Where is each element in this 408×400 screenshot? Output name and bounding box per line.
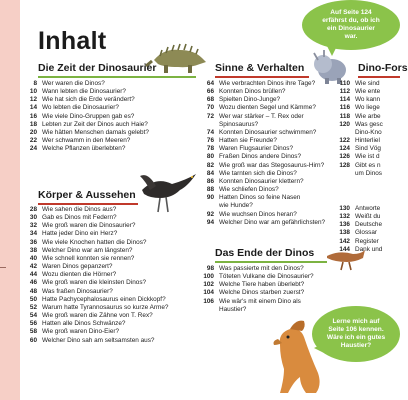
toc-entry[interactable]: 58 Wie groß waren Dino-Eier? xyxy=(29,328,120,336)
toc-entry[interactable]: 82 Wie groß war das Stegosaurus-Hirn? xyxy=(206,161,325,169)
toc-entry[interactable]: 44 Wozu dienten die Hörner? xyxy=(29,271,117,279)
toc-entry[interactable]: 114 Wo kann xyxy=(339,96,381,104)
toc-list-anhang xyxy=(333,205,382,254)
toc-entry[interactable]: 124 Sind Vög xyxy=(339,145,381,153)
bubble-line: Auf Seite 124 xyxy=(330,9,372,17)
toc-entry[interactable]: 98 Was passierte mit den Dinos? xyxy=(206,265,304,272)
toc-entry[interactable]: 90 Hatten Dinos so feine Nasen xyxy=(206,194,301,202)
toc-entry[interactable]: 110 Wie sind xyxy=(339,80,380,87)
toc-entry[interactable]: 10 Wann lebten die Dinosaurier? xyxy=(29,88,126,96)
toc-entry[interactable]: 42 Waren Dinos gepanzert? xyxy=(29,263,113,271)
toc-entry[interactable]: 104 Welche Dinos starben zuerst? xyxy=(203,289,305,297)
toc-entry[interactable]: 30 Gab es Dinos mit Federn? xyxy=(29,214,117,222)
ankylosaur-illustration xyxy=(150,40,208,74)
section-heading-zeit: Die Zeit der Dinosaurier xyxy=(38,62,157,74)
toc-entry[interactable]: 34 Hatte jeder Dino ein Herz? xyxy=(29,230,118,238)
toc-entry[interactable]: 120 Was gesc xyxy=(339,120,383,128)
section-heading-ende: Das Ende der Dinos xyxy=(215,247,315,259)
toc-list-forschung xyxy=(333,80,383,178)
section-heading-koerper: Körper & Aussehen xyxy=(38,189,136,201)
toc-entry-continuation: Haustier? xyxy=(219,305,247,313)
toc-entry[interactable]: 78 Waren Flugsaurier Dinos? xyxy=(206,145,293,153)
toc-entry[interactable]: 86 Konnten Dinosaurier klettern? xyxy=(206,177,304,185)
toc-entry[interactable]: 40 Wie schnell konnten sie rennen? xyxy=(29,254,135,262)
section-heading-sinne: Sinne & Verhalten xyxy=(215,62,305,74)
bubble-line: Seite 106 kennen. xyxy=(328,326,384,334)
section-rule-zeit xyxy=(38,76,196,78)
toc-entry[interactable]: 102 Welche Tiere haben überlebt? xyxy=(203,281,305,289)
toc-entry[interactable]: 76 Hatten sie Freunde? xyxy=(206,137,277,145)
page-title: Inhalt xyxy=(38,27,107,55)
toc-entry[interactable]: 72 Wer war stärker – T. Rex oder xyxy=(206,112,304,120)
toc-entry[interactable]: 84 Wie tarnten sich die Dinos? xyxy=(206,169,297,177)
toc-entry-continuation: Dino-Kno xyxy=(355,128,382,136)
toc-entry[interactable]: 80 Fraßen Dinos andere Dinos? xyxy=(206,153,302,161)
section-rule-sinne xyxy=(215,76,309,78)
toc-entry[interactable]: 136 Deutsche xyxy=(339,221,382,229)
toc-entry[interactable]: 18 Lebten zur Zeit der Dinos auch Haie? xyxy=(29,120,148,128)
toc-entry[interactable]: 52 Warum hatte Tyrannosaurus so kurze Arme? xyxy=(29,303,169,311)
section-heading-forschung: Dino-Fors xyxy=(358,62,408,74)
section-rule-ende xyxy=(215,261,327,263)
toc-entry-continuation: um Dinos xyxy=(355,169,382,177)
toc-entry[interactable]: 144 Dank und xyxy=(339,245,383,253)
toc-entry[interactable]: 16 Wie viele Dino-Gruppen gab es? xyxy=(29,112,135,120)
bubble-line: Wäre ich ein gutes xyxy=(326,334,386,341)
toc-entry[interactable]: 54 Wie groß waren die Zähne von T. Rex? xyxy=(29,312,153,320)
toc-entry[interactable]: 112 Wie ente xyxy=(339,88,381,96)
toc-entry[interactable]: 68 Spielten Dino-Junge? xyxy=(206,96,281,104)
toc-entry[interactable]: 46 Wie groß waren die kleinsten Dinos? xyxy=(29,279,147,287)
toc-entry[interactable]: 28 Wie sahen die Dinos aus? xyxy=(29,206,117,213)
toc-list-sinne xyxy=(197,80,325,227)
toc-entry[interactable]: 8 Wer waren die Dinos? xyxy=(33,80,105,87)
toc-entry[interactable]: 70 Wozu dienten Segel und Kämme? xyxy=(206,104,316,112)
toc-entry[interactable]: 60 Welcher Dino sah am seltsamsten aus? xyxy=(29,336,155,344)
toc-entry[interactable]: 38 Welcher Dino war am längsten? xyxy=(29,246,133,254)
toc-entry[interactable]: 64 Wie verbrachten Dinos ihre Tage? xyxy=(206,80,316,87)
left-page-edge xyxy=(0,0,20,400)
toc-entry[interactable]: 100 Töteten Vulkane die Dinosaurier? xyxy=(203,273,314,281)
toc-entry[interactable]: 116 Wo liege xyxy=(339,104,380,112)
toc-entry[interactable]: 14 Wo lebten die Dinosaurier? xyxy=(29,104,119,112)
bubble-line: Lerne mich auf xyxy=(332,318,380,326)
toc-entry-continuation: Spinosaurus? xyxy=(219,120,259,128)
edge-mark xyxy=(0,267,6,268)
speech-bubble-bottom-tail xyxy=(314,342,326,354)
bubble-line: erfährst du, ob ich xyxy=(322,17,380,25)
toc-entry[interactable]: 138 Glossar xyxy=(339,229,378,237)
speech-bubble-top-tail xyxy=(326,44,338,56)
toc-list-ende xyxy=(197,265,314,314)
toc-list-zeit xyxy=(20,80,149,153)
toc-entry[interactable]: 88 Wie schliefen Dinos? xyxy=(206,186,279,194)
toc-entry[interactable]: 126 Wie ist d xyxy=(339,153,380,161)
toc-entry[interactable]: 48 Was fraßen Dinosaurier? xyxy=(29,287,113,295)
toc-entry[interactable]: 32 Wie groß waren die Dinosaurier? xyxy=(29,222,136,230)
toc-entry[interactable]: 12 Wie hat sich die Erde verändert? xyxy=(29,96,135,104)
toc-entry[interactable]: 50 Hatte Pachycephalosaurus einen Dickkopf? xyxy=(29,295,166,303)
toc-entry[interactable]: 106 Wie wär's mit einem Dino als xyxy=(203,297,301,305)
toc-list-koerper xyxy=(20,206,168,345)
toc-entry[interactable]: 92 Wie wuchsen Dinos heran? xyxy=(206,210,297,218)
bubble-line: war. xyxy=(344,32,358,40)
toc-entry[interactable]: 20 Wie hätten Menschen damals gelebt? xyxy=(29,128,149,136)
bubble-line: Haustier? xyxy=(340,341,372,349)
toc-entry[interactable]: 130 Antworte xyxy=(339,205,381,212)
section-rule-koerper xyxy=(38,203,138,205)
toc-entry[interactable]: 122 Hinterliel xyxy=(339,137,380,145)
toc-entry[interactable]: 74 Konnten Dinosaurier schwimmen? xyxy=(206,128,317,136)
toc-entry[interactable]: 22 Wer schwamm in den Meeren? xyxy=(29,137,131,145)
toc-entry-continuation: wie Hunde? xyxy=(219,202,253,210)
toc-entry[interactable]: 142 Register xyxy=(339,237,379,245)
speech-bubble-top xyxy=(302,0,400,50)
toc-entry[interactable]: 118 Wie arbe xyxy=(339,112,381,120)
toc-entry[interactable]: 56 Hatten alle Dinos Schwänze? xyxy=(29,320,126,328)
bubble-line: ein Dinosaurier xyxy=(326,25,375,32)
toc-entry[interactable]: 128 Gibt es n xyxy=(339,161,381,169)
toc-entry[interactable]: 132 Weißt du xyxy=(339,213,381,221)
toc-entry[interactable]: 66 Konnten Dinos brüllen? xyxy=(206,88,286,96)
toc-entry[interactable]: 94 Welcher Dino war am gefährlichsten? xyxy=(206,218,326,226)
toc-entry[interactable]: 36 Wie viele Knochen hatten die Dinos? xyxy=(29,238,147,246)
section-rule-forschung xyxy=(358,76,400,78)
toc-entry[interactable]: 24 Welche Pflanzen überlebten? xyxy=(29,145,126,153)
